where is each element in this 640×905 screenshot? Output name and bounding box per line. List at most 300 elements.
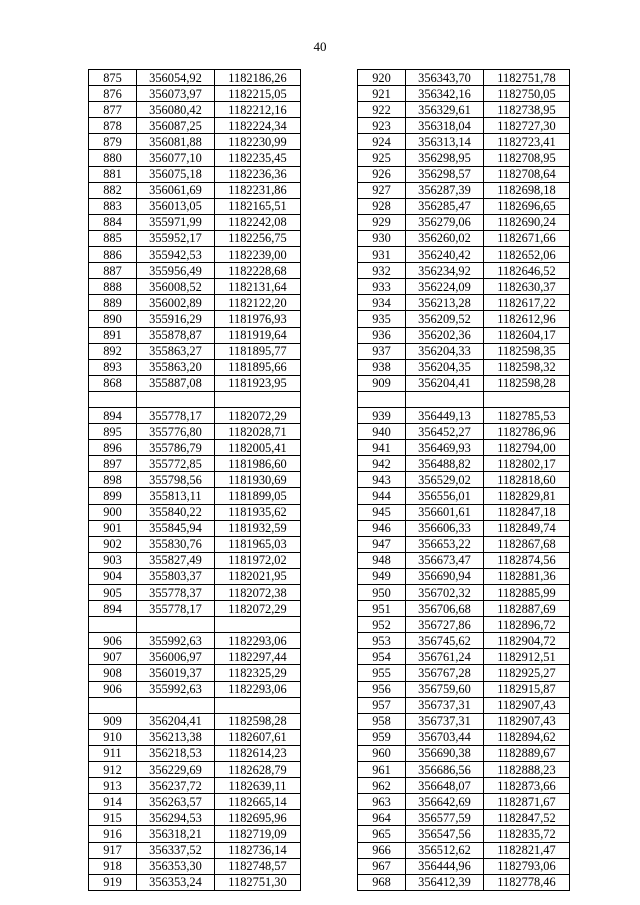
y-coordinate-cell: 1182904,72 [484, 633, 570, 649]
point-number-cell: 911 [89, 745, 137, 761]
x-coordinate-cell: 356204,35 [406, 359, 484, 375]
y-coordinate-cell: 1182785,53 [484, 407, 570, 423]
y-coordinate-cell: 1182786,96 [484, 424, 570, 440]
x-coordinate-cell: 356077,10 [137, 150, 215, 166]
point-number-cell: 920 [358, 70, 406, 86]
point-number-cell: 960 [358, 745, 406, 761]
x-coordinate-cell: 356686,56 [406, 762, 484, 778]
point-number-cell: 935 [358, 311, 406, 327]
x-coordinate-cell: 356229,69 [137, 762, 215, 778]
x-coordinate-cell: 356054,92 [137, 70, 215, 86]
table-row [358, 617, 570, 633]
point-number-cell: 964 [358, 810, 406, 826]
coordinates-table-right [357, 69, 570, 891]
point-number-cell: 924 [358, 134, 406, 150]
point-number-cell: 953 [358, 633, 406, 649]
x-coordinate-cell [137, 697, 215, 713]
table-row [89, 343, 301, 359]
x-coordinate-cell: 355878,87 [137, 327, 215, 343]
table-row [358, 311, 570, 327]
y-coordinate-cell: 1182738,95 [484, 102, 570, 118]
point-number-cell: 946 [358, 520, 406, 536]
y-coordinate-cell: 1182165,51 [215, 198, 301, 214]
point-number-cell: 888 [89, 279, 137, 295]
table-row [89, 472, 301, 488]
x-coordinate-cell: 356204,41 [406, 375, 484, 391]
y-coordinate-cell: 1182794,00 [484, 440, 570, 456]
table-row [358, 150, 570, 166]
y-coordinate-cell: 1182005,41 [215, 440, 301, 456]
table-row [89, 182, 301, 198]
point-number-cell: 952 [358, 617, 406, 633]
y-coordinate-cell [215, 697, 301, 713]
table-row [89, 440, 301, 456]
x-coordinate-cell: 356690,38 [406, 745, 484, 761]
x-coordinate-cell: 356263,57 [137, 794, 215, 810]
point-number-cell: 881 [89, 166, 137, 182]
x-coordinate-cell: 355942,53 [137, 247, 215, 263]
x-coordinate-cell: 355778,17 [137, 601, 215, 617]
table-row [358, 424, 570, 440]
y-coordinate-cell: 1182235,45 [215, 150, 301, 166]
table-row [89, 230, 301, 246]
y-coordinate-cell: 1182727,30 [484, 118, 570, 134]
point-number-cell: 913 [89, 778, 137, 794]
y-coordinate-cell: 1182293,06 [215, 633, 301, 649]
table-row [358, 166, 570, 182]
point-number-cell [358, 391, 406, 407]
y-coordinate-cell: 1182598,35 [484, 343, 570, 359]
table-row [358, 842, 570, 858]
point-number-cell: 958 [358, 713, 406, 729]
table-row [358, 858, 570, 874]
table-row [358, 440, 570, 456]
table-row [358, 585, 570, 601]
table-row [358, 681, 570, 697]
x-coordinate-cell: 355845,94 [137, 520, 215, 536]
point-number-cell: 965 [358, 826, 406, 842]
point-number-cell: 915 [89, 810, 137, 826]
y-coordinate-cell [484, 391, 570, 407]
x-coordinate-cell: 355956,49 [137, 263, 215, 279]
table-row [89, 874, 301, 890]
table-row [358, 536, 570, 552]
y-coordinate-cell: 1182698,18 [484, 182, 570, 198]
table-row [358, 794, 570, 810]
y-coordinate-cell: 1182231,86 [215, 182, 301, 198]
x-coordinate-cell: 356412,39 [406, 874, 484, 890]
point-number-cell: 903 [89, 552, 137, 568]
point-number-cell: 963 [358, 794, 406, 810]
x-coordinate-cell: 355827,49 [137, 552, 215, 568]
point-number-cell: 966 [358, 842, 406, 858]
y-coordinate-cell: 1182894,62 [484, 729, 570, 745]
point-number-cell: 933 [358, 279, 406, 295]
point-number-cell: 918 [89, 858, 137, 874]
x-coordinate-cell: 356653,22 [406, 536, 484, 552]
point-number-cell: 948 [358, 552, 406, 568]
x-coordinate-cell: 356298,95 [406, 150, 484, 166]
point-number-cell: 905 [89, 585, 137, 601]
table-row [358, 343, 570, 359]
y-coordinate-cell: 1182888,23 [484, 762, 570, 778]
point-number-cell: 967 [358, 858, 406, 874]
y-coordinate-cell: 1182212,16 [215, 102, 301, 118]
point-number-cell: 922 [358, 102, 406, 118]
table-row [89, 842, 301, 858]
y-coordinate-cell: 1182847,18 [484, 504, 570, 520]
point-number-cell: 932 [358, 263, 406, 279]
y-coordinate-cell: 1182604,17 [484, 327, 570, 343]
y-coordinate-cell: 1182028,71 [215, 424, 301, 440]
x-coordinate-cell: 356727,86 [406, 617, 484, 633]
point-number-cell: 951 [358, 601, 406, 617]
y-coordinate-cell: 1182708,64 [484, 166, 570, 182]
point-number-cell: 929 [358, 214, 406, 230]
point-number-cell: 909 [358, 375, 406, 391]
x-coordinate-cell: 356547,56 [406, 826, 484, 842]
table-row [358, 230, 570, 246]
y-coordinate-cell: 1182835,72 [484, 826, 570, 842]
table-row [89, 745, 301, 761]
point-number-cell: 907 [89, 649, 137, 665]
x-coordinate-cell: 355992,63 [137, 633, 215, 649]
y-coordinate-cell: 1182889,67 [484, 745, 570, 761]
point-number-cell: 902 [89, 536, 137, 552]
table-row [89, 391, 301, 407]
point-number-cell: 886 [89, 247, 137, 263]
point-number-cell: 893 [89, 359, 137, 375]
table-row [89, 295, 301, 311]
table-row [89, 794, 301, 810]
x-coordinate-cell: 355971,99 [137, 214, 215, 230]
x-coordinate-cell: 356081,88 [137, 134, 215, 150]
y-coordinate-cell: 1182751,78 [484, 70, 570, 86]
table-row [89, 633, 301, 649]
x-coordinate-cell: 356706,68 [406, 601, 484, 617]
point-number-cell: 938 [358, 359, 406, 375]
table-row [358, 697, 570, 713]
table-row [358, 327, 570, 343]
x-coordinate-cell: 356298,57 [406, 166, 484, 182]
table-row [358, 247, 570, 263]
y-coordinate-cell: 1182912,51 [484, 649, 570, 665]
point-number-cell [89, 617, 137, 633]
x-coordinate-cell: 356260,02 [406, 230, 484, 246]
y-coordinate-cell: 1182802,17 [484, 456, 570, 472]
x-coordinate-cell: 356202,36 [406, 327, 484, 343]
table-row [89, 166, 301, 182]
y-coordinate-cell: 1182639,11 [215, 778, 301, 794]
point-number-cell: 939 [358, 407, 406, 423]
point-number-cell: 897 [89, 456, 137, 472]
y-coordinate-cell: 1182736,14 [215, 842, 301, 858]
y-coordinate-cell: 1182925,27 [484, 665, 570, 681]
table-row [89, 504, 301, 520]
x-coordinate-cell: 356767,28 [406, 665, 484, 681]
table-row [358, 713, 570, 729]
x-coordinate-cell [137, 391, 215, 407]
x-coordinate-cell: 356287,39 [406, 182, 484, 198]
y-coordinate-cell: 1182652,06 [484, 247, 570, 263]
point-number-cell: 880 [89, 150, 137, 166]
point-number-cell: 894 [89, 601, 137, 617]
x-coordinate-cell: 356073,97 [137, 86, 215, 102]
point-number-cell: 892 [89, 343, 137, 359]
y-coordinate-cell: 1182646,52 [484, 263, 570, 279]
table-row [89, 70, 301, 86]
x-coordinate-cell: 355798,56 [137, 472, 215, 488]
x-coordinate-cell: 356690,94 [406, 568, 484, 584]
y-coordinate-cell: 1182751,30 [215, 874, 301, 890]
x-coordinate-cell: 356061,69 [137, 182, 215, 198]
table-row [358, 601, 570, 617]
table-row [89, 729, 301, 745]
y-coordinate-cell: 1182778,46 [484, 874, 570, 890]
x-coordinate-cell: 355803,37 [137, 568, 215, 584]
y-coordinate-cell: 1182696,65 [484, 198, 570, 214]
x-coordinate-cell: 355863,27 [137, 343, 215, 359]
x-coordinate-cell: 355772,85 [137, 456, 215, 472]
point-number-cell: 914 [89, 794, 137, 810]
x-coordinate-cell: 356353,30 [137, 858, 215, 874]
y-coordinate-cell: 1181935,62 [215, 504, 301, 520]
table-row [89, 713, 301, 729]
y-coordinate-cell: 1182690,24 [484, 214, 570, 230]
point-number-cell: 942 [358, 456, 406, 472]
point-number-cell [89, 697, 137, 713]
x-coordinate-cell: 356234,92 [406, 263, 484, 279]
table-row [89, 247, 301, 263]
point-number-cell: 919 [89, 874, 137, 890]
x-coordinate-cell: 356745,62 [406, 633, 484, 649]
table-row [89, 826, 301, 842]
table-row [89, 86, 301, 102]
point-number-cell: 936 [358, 327, 406, 343]
table-row [358, 214, 570, 230]
point-number-cell: 899 [89, 488, 137, 504]
table-row [358, 375, 570, 391]
y-coordinate-cell: 1182598,32 [484, 359, 570, 375]
table-row [358, 665, 570, 681]
x-coordinate-cell: 355992,63 [137, 681, 215, 697]
x-coordinate-cell: 355778,37 [137, 585, 215, 601]
y-coordinate-cell: 1182873,66 [484, 778, 570, 794]
table-row [89, 520, 301, 536]
y-coordinate-cell: 1182821,47 [484, 842, 570, 858]
point-number-cell: 904 [89, 568, 137, 584]
table-row [358, 504, 570, 520]
x-coordinate-cell: 356606,33 [406, 520, 484, 536]
point-number-cell: 917 [89, 842, 137, 858]
x-coordinate-cell: 356204,41 [137, 713, 215, 729]
table-row [89, 762, 301, 778]
point-number-cell: 956 [358, 681, 406, 697]
point-number-cell: 885 [89, 230, 137, 246]
y-coordinate-cell: 1182665,14 [215, 794, 301, 810]
y-coordinate-cell: 1182849,74 [484, 520, 570, 536]
table-row [358, 198, 570, 214]
table-row [89, 601, 301, 617]
table-row [89, 311, 301, 327]
x-coordinate-cell: 355830,76 [137, 536, 215, 552]
x-coordinate-cell: 356761,24 [406, 649, 484, 665]
y-coordinate-cell: 1182256,75 [215, 230, 301, 246]
table-row [358, 826, 570, 842]
point-number-cell: 950 [358, 585, 406, 601]
y-coordinate-cell [215, 617, 301, 633]
x-coordinate-cell: 356313,14 [406, 134, 484, 150]
y-coordinate-cell: 1182131,64 [215, 279, 301, 295]
y-coordinate-cell: 1182750,05 [484, 86, 570, 102]
point-number-cell: 954 [358, 649, 406, 665]
x-coordinate-cell: 356337,52 [137, 842, 215, 858]
x-coordinate-cell: 355916,29 [137, 311, 215, 327]
table-row [358, 762, 570, 778]
y-coordinate-cell: 1182723,41 [484, 134, 570, 150]
point-number-cell: 887 [89, 263, 137, 279]
x-coordinate-cell: 356080,42 [137, 102, 215, 118]
point-number-cell: 909 [89, 713, 137, 729]
table-row [358, 778, 570, 794]
table-row [89, 697, 301, 713]
x-coordinate-cell: 356353,24 [137, 874, 215, 890]
y-coordinate-cell: 1182598,28 [484, 375, 570, 391]
y-coordinate-cell: 1182695,96 [215, 810, 301, 826]
table-row [358, 279, 570, 295]
x-coordinate-cell: 356488,82 [406, 456, 484, 472]
point-number-cell: 944 [358, 488, 406, 504]
y-coordinate-cell: 1182881,36 [484, 568, 570, 584]
x-coordinate-cell: 355786,79 [137, 440, 215, 456]
y-coordinate-cell: 1182907,43 [484, 697, 570, 713]
y-coordinate-cell: 1181976,93 [215, 311, 301, 327]
y-coordinate-cell: 1182907,43 [484, 713, 570, 729]
y-coordinate-cell: 1182072,29 [215, 601, 301, 617]
point-number-cell: 947 [358, 536, 406, 552]
x-coordinate-cell: 356294,53 [137, 810, 215, 826]
point-number-cell: 940 [358, 424, 406, 440]
y-coordinate-cell: 1182628,79 [215, 762, 301, 778]
y-coordinate-cell: 1182896,72 [484, 617, 570, 633]
table-row [89, 214, 301, 230]
x-coordinate-cell: 356013,05 [137, 198, 215, 214]
table-row [89, 198, 301, 214]
x-coordinate-cell: 356213,38 [137, 729, 215, 745]
table-row [358, 359, 570, 375]
table-row [89, 150, 301, 166]
x-coordinate-cell: 356213,28 [406, 295, 484, 311]
y-coordinate-cell: 1182072,29 [215, 407, 301, 423]
y-coordinate-cell: 1182239,00 [215, 247, 301, 263]
y-coordinate-cell: 1182072,38 [215, 585, 301, 601]
table-row [358, 118, 570, 134]
x-coordinate-cell: 356577,59 [406, 810, 484, 826]
table-row [89, 552, 301, 568]
y-coordinate-cell: 1182871,67 [484, 794, 570, 810]
table-row [358, 649, 570, 665]
y-coordinate-cell: 1182236,36 [215, 166, 301, 182]
point-number-cell: 868 [89, 375, 137, 391]
point-number-cell: 968 [358, 874, 406, 890]
y-coordinate-cell: 1181919,64 [215, 327, 301, 343]
y-coordinate-cell: 1182297,44 [215, 649, 301, 665]
x-coordinate-cell: 356343,70 [406, 70, 484, 86]
y-coordinate-cell: 1182829,81 [484, 488, 570, 504]
x-coordinate-cell: 356759,60 [406, 681, 484, 697]
x-coordinate-cell: 355840,22 [137, 504, 215, 520]
x-coordinate-cell: 356737,31 [406, 713, 484, 729]
point-number-cell: 884 [89, 214, 137, 230]
y-coordinate-cell: 1182228,68 [215, 263, 301, 279]
x-coordinate-cell [406, 391, 484, 407]
x-coordinate-cell: 356529,02 [406, 472, 484, 488]
point-number-cell: 921 [358, 86, 406, 102]
point-number-cell: 926 [358, 166, 406, 182]
x-coordinate-cell: 356318,21 [137, 826, 215, 842]
point-number-cell: 927 [358, 182, 406, 198]
table-row [358, 488, 570, 504]
y-coordinate-cell: 1182887,69 [484, 601, 570, 617]
point-number-cell: 890 [89, 311, 137, 327]
x-coordinate-cell: 356087,25 [137, 118, 215, 134]
table-row [89, 263, 301, 279]
x-coordinate-cell: 356673,47 [406, 552, 484, 568]
point-number-cell: 945 [358, 504, 406, 520]
point-number-cell: 900 [89, 504, 137, 520]
table-row [358, 391, 570, 407]
point-number-cell: 891 [89, 327, 137, 343]
point-number-cell: 895 [89, 424, 137, 440]
y-coordinate-cell: 1182793,06 [484, 858, 570, 874]
point-number-cell: 912 [89, 762, 137, 778]
y-coordinate-cell: 1182242,08 [215, 214, 301, 230]
table-row [358, 263, 570, 279]
table-row [89, 407, 301, 423]
point-number-cell: 879 [89, 134, 137, 150]
y-coordinate-cell: 1182215,05 [215, 86, 301, 102]
point-number-cell: 894 [89, 407, 137, 423]
x-coordinate-cell: 356512,62 [406, 842, 484, 858]
y-coordinate-cell: 1182186,26 [215, 70, 301, 86]
x-coordinate-cell: 355776,80 [137, 424, 215, 440]
point-number-cell: 875 [89, 70, 137, 86]
y-coordinate-cell: 1182614,23 [215, 745, 301, 761]
x-coordinate-cell: 356648,07 [406, 778, 484, 794]
y-coordinate-cell: 1181986,60 [215, 456, 301, 472]
x-coordinate-cell: 355778,17 [137, 407, 215, 423]
x-coordinate-cell: 356204,33 [406, 343, 484, 359]
point-number-cell: 877 [89, 102, 137, 118]
table-row [89, 279, 301, 295]
table-row [89, 568, 301, 584]
y-coordinate-cell: 1182224,34 [215, 118, 301, 134]
x-coordinate-cell: 356318,04 [406, 118, 484, 134]
table-row [358, 552, 570, 568]
table-row [358, 520, 570, 536]
y-coordinate-cell: 1182748,57 [215, 858, 301, 874]
table-row [358, 568, 570, 584]
y-coordinate-cell [215, 391, 301, 407]
x-coordinate-cell: 356240,42 [406, 247, 484, 263]
x-coordinate-cell: 356601,61 [406, 504, 484, 520]
y-coordinate-cell: 1182915,87 [484, 681, 570, 697]
point-number-cell: 962 [358, 778, 406, 794]
y-coordinate-cell: 1182818,60 [484, 472, 570, 488]
point-number-cell: 957 [358, 697, 406, 713]
point-number-cell: 961 [358, 762, 406, 778]
x-coordinate-cell: 356702,32 [406, 585, 484, 601]
